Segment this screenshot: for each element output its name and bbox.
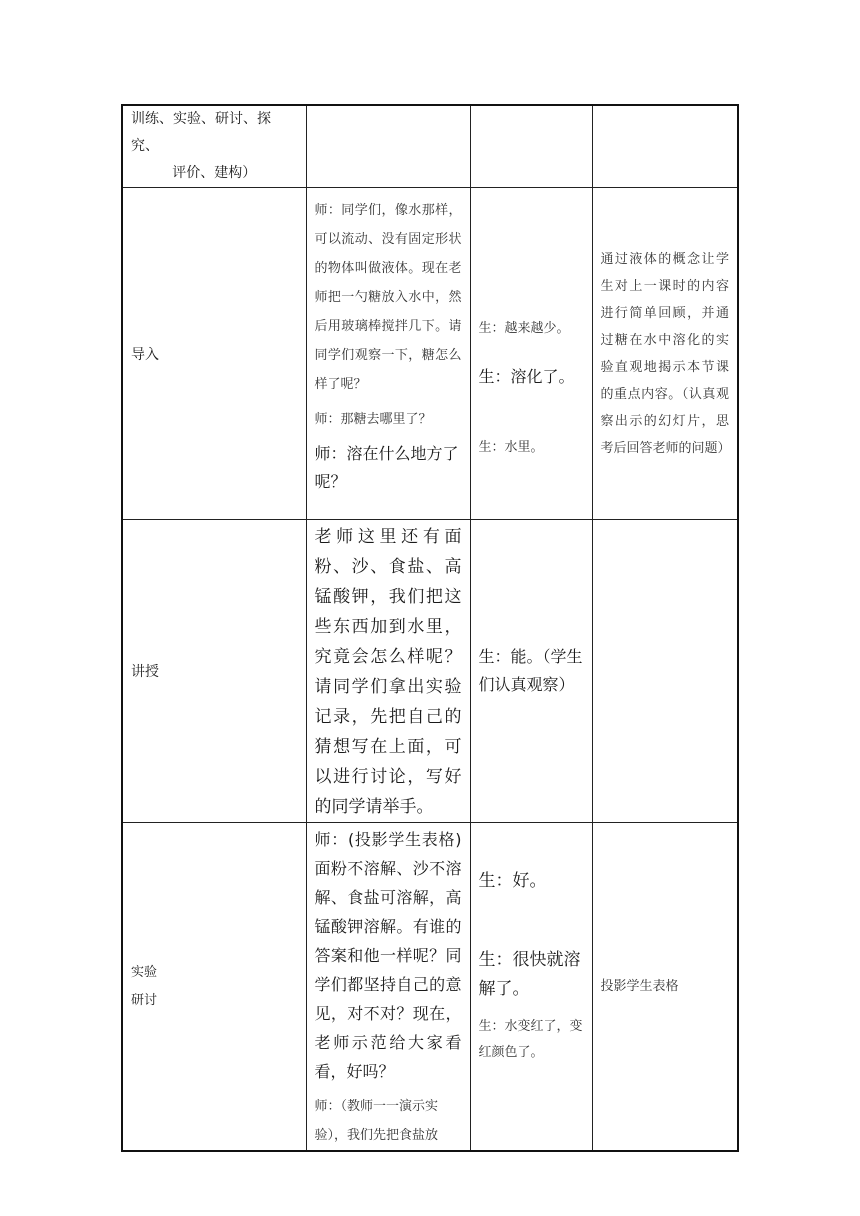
experiment-label-cell (122, 823, 306, 1152)
experiment-goal-text: 投影学生表格 (600, 979, 679, 994)
lecture-teacher-text: 老师这里还有面粉、沙、食盐、高锰酸钾，我们把这些东西加到水里，究竟会怎么样呢？请同学们拿出实验记录，先把自己的猜想写在上面，可以进行讨论，写好的同学请举手。 (314, 527, 462, 817)
intro-teacher-text-1: 师：同学们，像水那样，可以流动、没有固定形状的物体叫做液体。现在老师把一勺糖放入水中，然后用玻璃棒搅拌几下。请同学们观察一下，糖怎么样了呢？ (314, 203, 462, 392)
experiment-label-2: 研讨 (131, 992, 158, 1008)
lecture-student-cell (470, 520, 592, 823)
experiment-student-text-3: 生：水变红了，变红颜色了。 (478, 1019, 583, 1060)
experiment-label-1: 实验 (131, 964, 158, 980)
lecture-row (122, 520, 738, 823)
experiment-goal-cell (592, 823, 738, 1152)
lecture-label-cell (122, 520, 306, 823)
header-student-cell (470, 105, 592, 188)
lecture-student-text: 生：能。（学生们认真观察） (478, 647, 583, 694)
intro-student-text-2: 生：溶化了。 (478, 367, 575, 386)
intro-goal-text: 通过液体的概念让学生对上一课时的内容进行简单回顾，并通过糖在水中溶化的实验直观地揭示本节课的重点内容。（认真观察出示的幻灯片，思考后回答老师的问题） (600, 251, 731, 456)
header-process-cell (122, 105, 306, 188)
experiment-student-cell (470, 823, 592, 1152)
experiment-row (122, 823, 738, 1152)
lecture-teacher-cell (306, 520, 470, 823)
intro-label-cell (122, 188, 306, 520)
intro-row (122, 188, 738, 520)
intro-goal-cell (592, 188, 738, 520)
experiment-student-text-1: 生：好。 (478, 871, 547, 891)
intro-teacher-text-2: 师：那糖去哪里了？ (314, 412, 432, 427)
header-row (122, 105, 738, 188)
intro-label: 导入 (131, 346, 159, 363)
intro-teacher-cell (306, 188, 470, 520)
lecture-label: 讲授 (131, 664, 159, 680)
lesson-plan-table (121, 104, 739, 1152)
header-teacher-cell (306, 105, 470, 188)
experiment-teacher-text-2: 师：（教师一一演示实验），我们先把食盐放 (314, 1099, 439, 1143)
experiment-student-text-2: 生：很快就溶解了。 (478, 950, 581, 999)
intro-teacher-text-3: 师：溶在什么地方了呢？ (314, 444, 459, 491)
experiment-teacher-cell (306, 823, 470, 1152)
header-goal-cell (592, 105, 738, 188)
header-line-2: 评价、建构） (172, 165, 257, 181)
intro-student-text-3: 生：水里。 (478, 440, 544, 455)
intro-student-text-1: 生：越来越少。 (478, 321, 570, 336)
header-line-1: 训练、实验、研讨、探究、 (131, 111, 271, 154)
intro-student-cell (470, 188, 592, 520)
experiment-teacher-text-1: 师：(投影学生表格) 面粉不溶解、沙不溶解、食盐可溶解，高锰酸钾溶解。有谁的答案和他一样呢？同学们都坚持自己的意见，对不对？现在，老师示范给大家看看，好吗？ (314, 830, 462, 1081)
lecture-goal-cell (592, 520, 738, 823)
